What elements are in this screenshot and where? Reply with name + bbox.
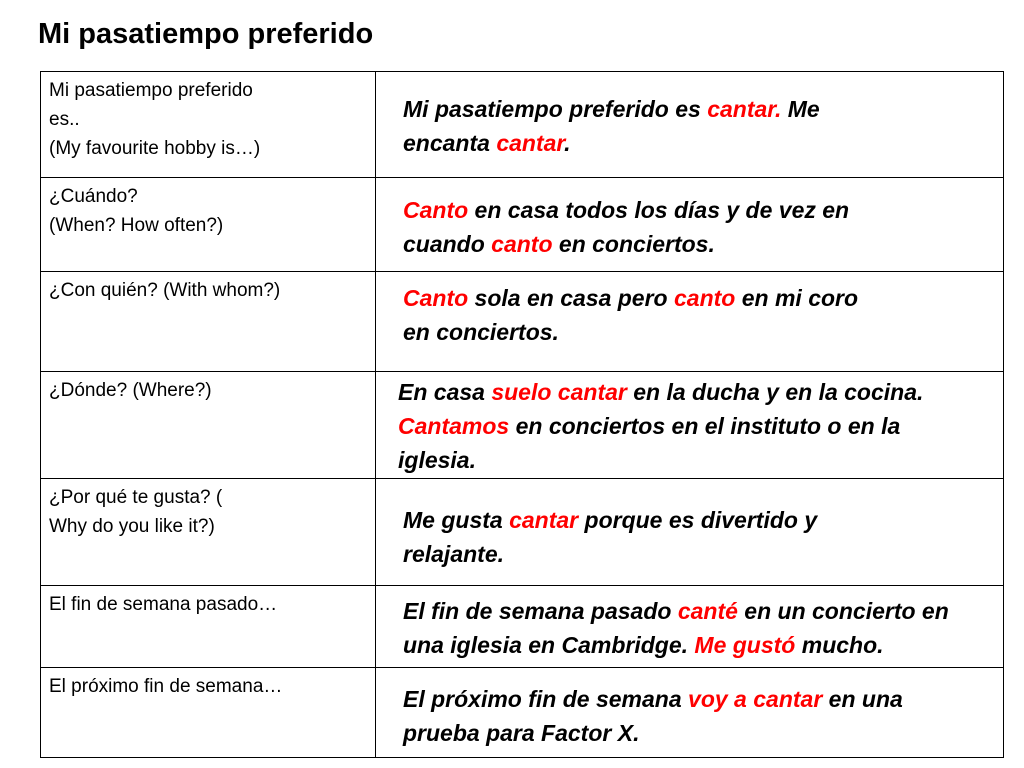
answer-text: en una xyxy=(822,686,903,712)
answer-line xyxy=(403,126,1003,160)
question-cell xyxy=(41,72,376,178)
answer-text: El próximo fin de semana xyxy=(403,686,689,712)
answer-line xyxy=(403,193,1003,227)
highlighted-word: Canto xyxy=(403,285,469,311)
question-line: ¿Dónde? (Where?) xyxy=(49,380,212,401)
answer-text: Mi pasatiempo preferido es xyxy=(403,96,708,122)
table-row xyxy=(41,272,1004,372)
answer-text: una iglesia en Cambridge. xyxy=(403,632,695,658)
answer-text: en conciertos en el instituto o en la xyxy=(509,413,901,439)
question-cell xyxy=(41,272,376,372)
answer-cell xyxy=(376,372,1004,479)
question-line: Mi pasatiempo preferido xyxy=(49,80,253,101)
answer-text: porque es divertido y xyxy=(578,507,818,533)
question-line: Why do you like it?) xyxy=(49,516,215,537)
answer-text: mucho. xyxy=(795,632,884,658)
question-line: (When? How often?) xyxy=(49,215,224,236)
highlighted-word: canto xyxy=(674,285,736,311)
highlighted-word: canté xyxy=(677,598,738,624)
answer-cell xyxy=(376,586,1004,668)
answer-text: . xyxy=(564,130,571,156)
answer-line xyxy=(403,716,1003,750)
table-row xyxy=(41,72,1004,178)
answer-text: El fin de semana pasado xyxy=(403,598,678,624)
answer-line xyxy=(403,537,1003,571)
question-line: es.. xyxy=(49,109,80,130)
question-cell xyxy=(41,586,376,668)
answer-cell xyxy=(376,479,1004,586)
highlighted-word: voy a cantar xyxy=(688,686,823,712)
answer-text: prueba para Factor X. xyxy=(403,720,640,746)
answer-line xyxy=(403,628,1003,662)
table-row xyxy=(41,668,1004,758)
answer-text: Me gusta xyxy=(403,507,510,533)
question-cell xyxy=(41,479,376,586)
answer-text: En casa xyxy=(398,379,492,405)
answer-text: en casa todos los días y de vez en xyxy=(468,197,850,223)
answer-text: cuando xyxy=(403,231,492,257)
question-line: El próximo fin de semana… xyxy=(49,676,283,697)
answer-text: sola en casa pero xyxy=(468,285,674,311)
answer-text: en la ducha y en la cocina. xyxy=(626,379,924,405)
answer-line xyxy=(403,682,1003,716)
answer-cell xyxy=(376,178,1004,272)
table-row xyxy=(41,586,1004,668)
table-row xyxy=(41,372,1004,479)
answer-line xyxy=(403,315,1003,349)
answer-text: relajante. xyxy=(403,541,504,567)
question-line: ¿Por qué te gusta? ( xyxy=(49,487,223,508)
answer-text: en conciertos. xyxy=(403,319,559,345)
question-cell xyxy=(41,178,376,272)
answer-text: encanta xyxy=(403,130,497,156)
question-cell xyxy=(41,668,376,758)
highlighted-word: cantar. xyxy=(707,96,782,122)
answer-line xyxy=(403,503,1003,537)
answer-text: en mi coro xyxy=(735,285,859,311)
answer-line xyxy=(398,375,1003,409)
answer-line xyxy=(403,92,1003,126)
table-row xyxy=(41,178,1004,272)
answer-text: en conciertos. xyxy=(552,231,715,257)
highlighted-word: Me gustó xyxy=(694,632,796,658)
answer-line xyxy=(398,409,1003,443)
answer-line xyxy=(403,227,1003,261)
question-cell xyxy=(41,372,376,479)
answer-cell xyxy=(376,72,1004,178)
highlighted-word: Cantamos xyxy=(398,413,510,439)
answer-line xyxy=(403,594,1003,628)
question-line: ¿Con quién? (With whom?) xyxy=(49,280,281,301)
highlighted-word: cantar xyxy=(509,507,579,533)
highlighted-word: suelo cantar xyxy=(491,379,627,405)
answer-text: iglesia. xyxy=(398,447,476,473)
answer-text: Me xyxy=(781,96,820,122)
answer-line xyxy=(398,443,1003,477)
highlighted-word: canto xyxy=(491,231,553,257)
hobby-table xyxy=(40,71,1004,758)
highlighted-word: cantar xyxy=(496,130,565,156)
highlighted-word: Canto xyxy=(403,197,469,223)
answer-cell xyxy=(376,272,1004,372)
question-line: El fin de semana pasado… xyxy=(49,594,278,615)
answer-line xyxy=(403,281,1003,315)
question-line: (My favourite hobby is…) xyxy=(49,138,261,159)
page-title: Mi pasatiempo preferido xyxy=(38,18,374,50)
question-line: ¿Cuándo? xyxy=(49,186,138,207)
table-row xyxy=(41,479,1004,586)
answer-cell xyxy=(376,668,1004,758)
answer-text: en un concierto en xyxy=(737,598,949,624)
